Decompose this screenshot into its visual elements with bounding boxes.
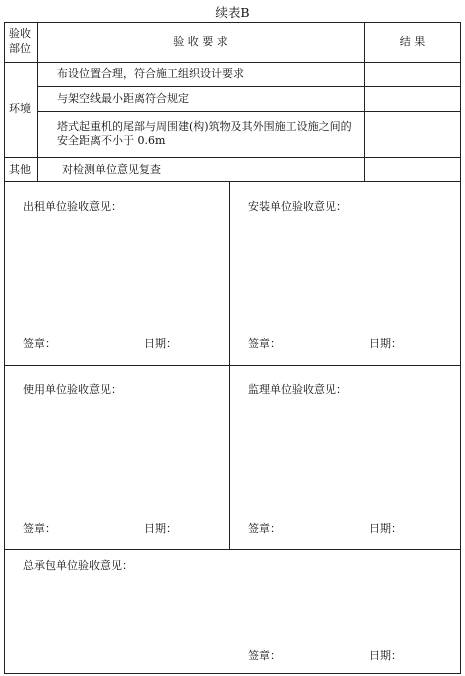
divider	[4, 181, 461, 182]
requirement-text: 塔式起重机的尾部与周围建(构)筑物及其外围施工设施之间的安全距离不小于 0.6m	[57, 120, 352, 147]
divider	[4, 157, 461, 158]
section-part-label: 其他	[9, 163, 31, 176]
date-label: 日期：	[369, 337, 402, 350]
date-label: 日期：	[369, 649, 402, 662]
sign-label: 签章：	[23, 337, 56, 350]
sign-label: 签章：	[248, 337, 281, 350]
header-part-line1: 验收	[9, 27, 31, 40]
divider	[4, 365, 461, 366]
install-opinion-label: 安装单位验收意见：	[248, 200, 347, 213]
general-contractor-opinion-label: 总承包单位验收意见：	[23, 559, 133, 572]
divider	[37, 111, 461, 112]
table-title: 续表B	[215, 5, 250, 20]
requirement-text: 对检测单位意见复查	[62, 163, 161, 176]
user-opinion-label: 使用单位验收意见：	[23, 383, 122, 396]
date-label: 日期：	[144, 337, 177, 350]
date-label: 日期：	[369, 522, 402, 535]
divider	[229, 181, 230, 549]
date-label: 日期：	[144, 522, 177, 535]
divider	[37, 86, 461, 87]
requirement-text: 布设位置合理，符合施工组织设计要求	[57, 67, 244, 80]
divider	[4, 549, 461, 550]
divider	[4, 62, 461, 63]
header-requirements: 验 收 要 求	[173, 35, 228, 48]
header-result: 结 果	[399, 35, 426, 48]
supervision-opinion-label: 监理单位验收意见：	[248, 383, 347, 396]
requirement-text: 与架空线最小距离符合规定	[57, 92, 189, 105]
sign-label: 签章：	[248, 522, 281, 535]
section-part-label: 环境	[9, 102, 31, 115]
header-part-line2: 部位	[9, 42, 31, 55]
sign-label: 签章：	[23, 522, 56, 535]
sign-label: 签章：	[248, 649, 281, 662]
rental-opinion-label: 出租单位验收意见：	[23, 200, 122, 213]
